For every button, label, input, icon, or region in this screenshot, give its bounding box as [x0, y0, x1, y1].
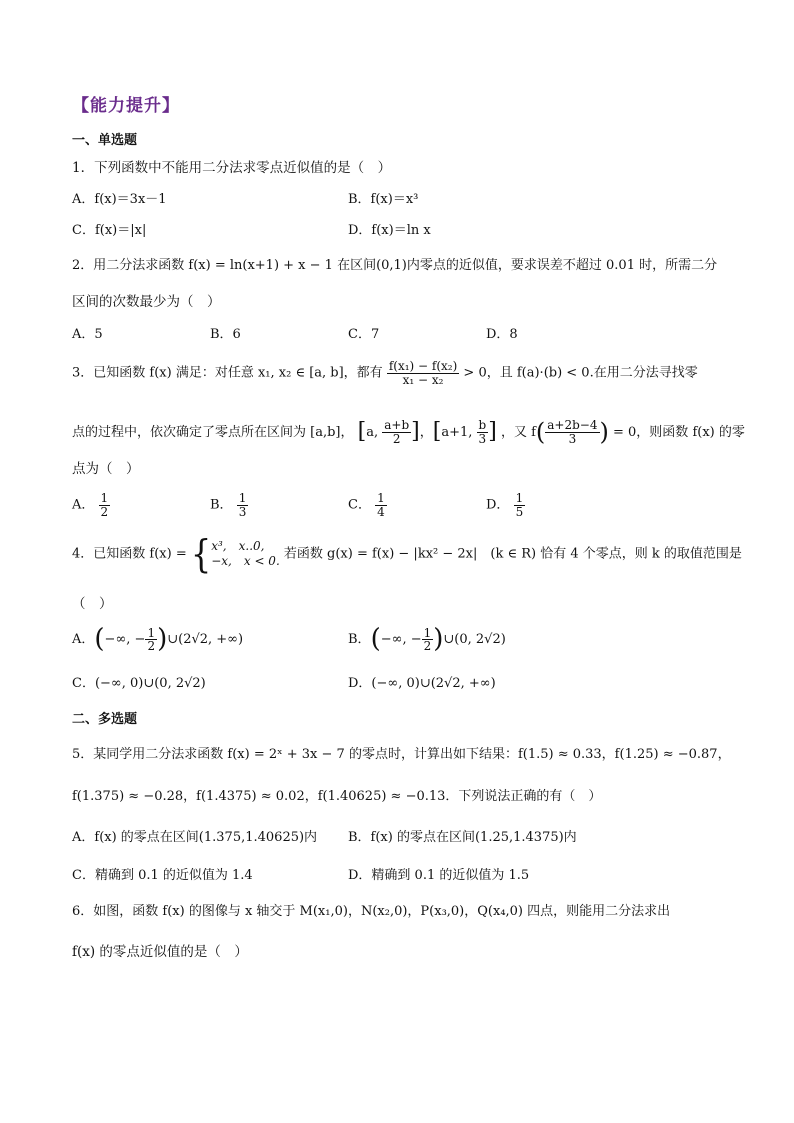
q4-case1: x³, x..0,: [211, 539, 265, 553]
q4-piecewise: [211, 539, 280, 569]
q3-option-b-label: B．: [210, 497, 233, 513]
q3-option-a-den: 2: [100, 504, 109, 519]
section-title: 【能力提升】: [72, 96, 180, 116]
q3-line2-post: = 0，则函数 f(x) 的零: [613, 424, 745, 440]
q3-option-b-num: 1: [238, 491, 247, 505]
q3-stem-line2: 点的过程中，依次确定了零点所在区间为 [a,b]， [a, $\frac{a+b}{2}$ ]，[a+1, $\frac{b}{3}$ ] ，又 f( $\frac{a+2b-4}{3}$ ) = 0，则函数 f(x) 的零: [72, 418, 745, 446]
q3-option-a-label: A．: [72, 497, 95, 513]
q3-f-num: a+2b−4: [547, 418, 598, 433]
q1-option-a: A．f(x)＝3x－1: [72, 192, 167, 207]
q4-pre: 4．已知函数 f(x) =: [72, 546, 187, 562]
q3-option-c-label: C．: [348, 497, 371, 513]
q6-stem-line1: 6．如图，函数 f(x) 的图像与 x 轴交于 M(x₁,0)，N(x₂,0)，P(x₃,0)，Q(x₄,0) 四点，则能用二分法求出: [72, 904, 671, 919]
q2-option-b: B．6: [210, 327, 241, 342]
q5-option-d: D．精确到 0.1 的近似值为 1.5: [348, 868, 530, 883]
q5-stem-line2: f(1.375) ≈ −0.28，f(1.4375) ≈ 0.02，f(1.40625) ≈ −0.13．下列说法正确的有（ ）: [72, 789, 602, 804]
q3-option-b: [210, 492, 248, 518]
q3-interval3-num: b: [478, 418, 487, 433]
q1-stem: 1．下列函数中不能用二分法求零点近似值的是（ ）: [72, 160, 392, 176]
q4-post: 若函数 g(x) = f(x) − |kx² − 2x| (k ∈ R) 恰有 4 个零点，则 k 的取值范围是: [283, 546, 742, 562]
q3-interval2-a: a,: [366, 424, 379, 440]
q3-f-fraction: [545, 419, 599, 445]
q4-stem-line2: （ ）: [72, 596, 113, 612]
q4-option-a-label: A．: [72, 632, 95, 648]
q3-pre: 3．已知函数 f(x) 满足：对任意 x₁, x₂ ∈ [a, b]，都有: [72, 365, 383, 381]
q3-stem-line3: 点为（ ）: [72, 461, 140, 477]
q2-stem-line2: 区间的次数最少为（ ）: [72, 294, 221, 310]
q3-line2-pre: 点的过程中，依次确定了零点所在区间为 [a,b]，: [72, 424, 354, 440]
q3-option-a: [72, 492, 110, 518]
q3-interval3-den: 3: [478, 431, 487, 446]
q2-option-c: C．7: [348, 327, 380, 342]
q3-interval3-a: a+1,: [441, 424, 473, 440]
q5-option-c: C．精确到 0.1 的近似值为 1.4: [72, 868, 253, 883]
q3-interval2-den: 2: [392, 431, 401, 446]
q2-option-d: D．8: [486, 327, 518, 342]
q2-option-a: A．5: [72, 327, 103, 342]
q3-fraction-numerator: f(x₁) − f(x₂): [388, 359, 458, 373]
q4-option-b-label: B．: [348, 632, 371, 648]
q1-option-b: B．f(x)＝x³: [348, 192, 419, 207]
q4-stem-line1: 4．已知函数 f(x) = { x³, x..0, −x, x < 0. 若函数 g(x) = f(x) − |kx² − 2x| (k ∈ R) 恰有 4 个零点，则 k 的取值范围是: [72, 531, 742, 577]
q4-option-b: B．(−∞, − $\frac{1}{2}$ )∪(0, 2√2): [348, 624, 506, 654]
q3-interval2-fraction: [382, 419, 411, 445]
q3-option-b-den: 3: [238, 504, 247, 519]
q4-option-c: C．(−∞, 0)∪(0, 2√2): [72, 676, 206, 691]
q4-option-b-den: 2: [423, 639, 432, 654]
q4-option-a-pre: −∞, −: [104, 632, 146, 648]
q3-fraction-denominator: x₁ − x₂: [402, 372, 444, 387]
q4-option-a: A．(−∞, − $\frac{1}{2}$ )∪(2√2, +∞): [72, 624, 244, 654]
q3-option-d-label: D．: [486, 497, 510, 513]
q4-option-a-post: ∪(2√2, +∞): [167, 632, 244, 648]
q3-f-den: 3: [568, 431, 577, 446]
q3-option-c: [348, 492, 387, 518]
q2-stem-line1: 2．用二分法求函数 f(x) = ln(x+1) + x − 1 在区间(0,1)内零点的近似值，要求误差不超过 0.01 时，所需二分: [72, 258, 718, 273]
single-choice-header: 一、单选题: [72, 133, 138, 148]
q3-post: > 0，且 f(a)·(b) < 0.在用二分法寻找零: [463, 365, 698, 381]
q3-line2-mid: ，又 f: [500, 424, 536, 440]
q3-fraction: [387, 360, 459, 386]
multi-choice-header: 二、多选题: [72, 712, 138, 727]
q4-option-d: D．(−∞, 0)∪(2√2, +∞): [348, 676, 496, 691]
q4-option-b-num: 1: [423, 625, 432, 640]
q6-stem-line2: f(x) 的零点近似值的是（ ）: [72, 944, 248, 960]
q3-option-c-num: 1: [377, 491, 385, 505]
q1-option-c: C．f(x)＝|x|: [72, 223, 147, 238]
q3-option-a-num: 1: [100, 491, 109, 505]
q4-option-b-pre: −∞, −: [380, 632, 422, 648]
q5-stem-line1: 5．某同学用二分法求函数 f(x) = 2ˣ + 3x − 7 的零点时，计算出如下结果：f(1.5) ≈ 0.33，f(1.25) ≈ −0.87，: [72, 747, 731, 762]
q3-option-d-den: 5: [515, 504, 524, 519]
q1-option-d: D．f(x)＝ln x: [348, 223, 431, 238]
q3-interval3-fraction: [477, 419, 489, 445]
q3-interval2-num: a+b: [384, 418, 410, 433]
q4-option-b-post: ∪(0, 2√2): [443, 632, 506, 648]
q4-option-a-num: 1: [147, 625, 156, 640]
q3-option-c-den: 4: [377, 504, 385, 519]
q4-option-a-den: 2: [147, 639, 156, 654]
q5-option-a: A．f(x) 的零点在区间(1.375,1.40625)内: [72, 830, 318, 845]
q3-stem-line1: [72, 360, 698, 386]
q3-option-d-num: 1: [515, 491, 524, 505]
q3-option-d: [486, 492, 525, 518]
q5-option-b: B．f(x) 的零点在区间(1.25,1.4375)内: [348, 830, 577, 845]
q4-case2: −x, x < 0.: [211, 554, 280, 568]
